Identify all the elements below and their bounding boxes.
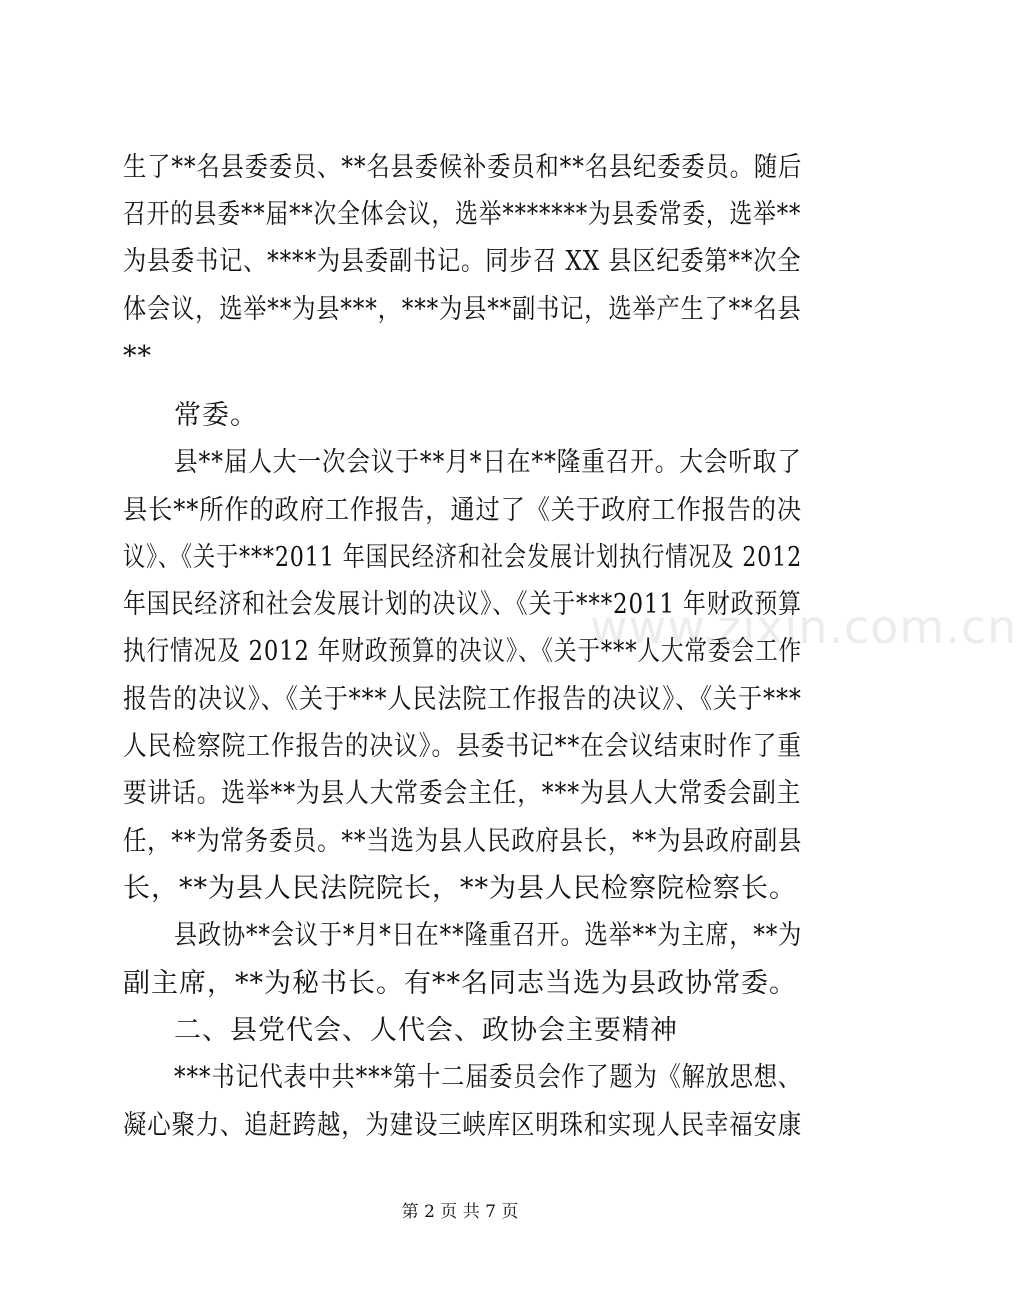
text-line-8: 县长**所作的政府工作报告，通过了《关于政府工作报告的决 [123, 495, 803, 526]
text-line-21: 凝心聚力、追赶跨越，为建设三峡库区明珠和实现人民幸福安康 [123, 1110, 802, 1141]
text-line-16: 长，**为县人民法院院长，**为县人民检察院检察长。 [123, 873, 797, 904]
text-line-1: 生了**名县委委员、**名县委候补委员和**名县纪委委员。随后 [123, 152, 803, 183]
text-line-18: 副主席，**为秘书长。有**名同志当选为县政协常委。 [123, 968, 797, 999]
text-line-12: 报告的决议》、《关于***人民法院工作报告的决议》、《关于*** [123, 684, 802, 715]
text-line-2: 召开的县委**届**次全体会议，选举*******为县委常委，选举** [123, 199, 802, 230]
text-line-15: 任，**为常务委员。**当选为县人民政府县长，**为县政府副县 [123, 826, 803, 857]
text-line-20: ***书记代表中共***第十二届委员会作了题为《解放思想、 [174, 1062, 802, 1093]
text-line-10: 年国民经济和社会发展计划的决议》、《关于***2011 年财政预算 [123, 589, 802, 620]
text-line-4: 体会议，选举**为县***，***为县**副书记，选举产生了**名县 [123, 294, 802, 325]
text-line-17: 县政协**会议于*月*日在**隆重召开。选举**为主席，**为 [174, 920, 803, 951]
text-line-14: 要讲话。选举**为县人大常委会主任，***为县人大常委会副主 [123, 778, 802, 809]
text-line-11: 执行情况及 2012 年财政预算的决议》、《关于***人大常委会工作 [123, 636, 803, 667]
page-footer: 第 2 页 共 7 页 [401, 1202, 519, 1222]
text-line-3: 为县委书记、****为县委副书记。同步召 XX 县区纪委第**次全 [123, 246, 802, 277]
text-line-9: 议》、《关于***2011 年国民经济和社会发展计划执行情况及 2012 [123, 542, 803, 573]
text-line-7: 县**届人大一次会议于**月*日在**隆重召开。大会听取了 [174, 447, 802, 478]
section-heading: 二、县党代会、人代会、政协会主要精神 [174, 1015, 678, 1046]
text-line-13: 人民检察院工作报告的决议》。县委书记**在会议结束时作了重 [123, 731, 802, 762]
watermark: www.zixin.com.cn [590, 600, 1017, 654]
text-line-6: 常委。 [174, 400, 258, 431]
text-line-5: ** [123, 341, 152, 372]
